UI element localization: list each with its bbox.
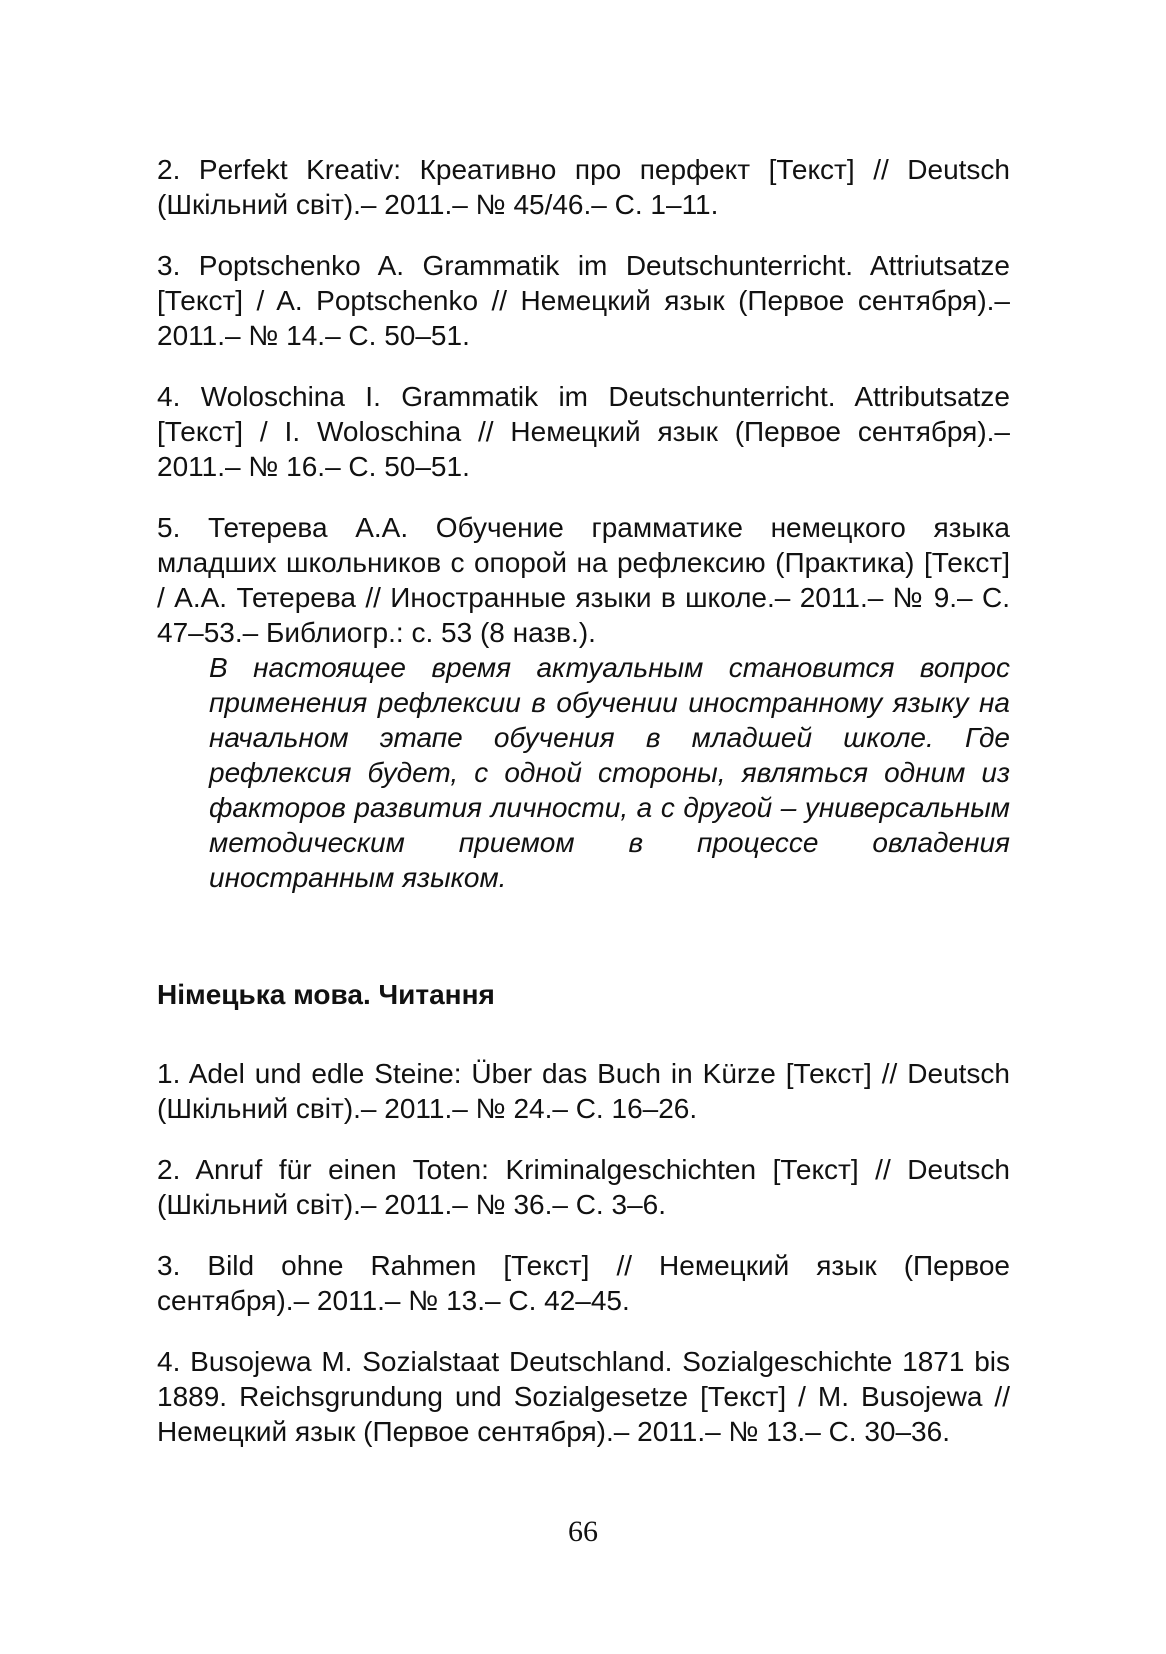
page-content: [157, 152, 1010, 1475]
bibliography-entry: 5. Тетерева А.А. Обучение грамматике немецкого языка младших школьников с опорой на рефлексию (Практика) [Текст] / А.А. Тетерева // Иностранные языки в школе.– 2011.– № 9.– С. 47–53.– Библиогр.: с. 53 (8 назв.).: [157, 512, 1010, 648]
bibliography-entry: 3. Bild ohne Rahmen [Текст] // Немецкий язык (Первое сентября).– 2011.– № 13.– С. 42–45.: [157, 1250, 1010, 1316]
bibliography-entry: 2. Perfekt Kreativ: Креативно про перфект [Текст] // Deutsch (Шкільний світ).– 2011.– № 45/46.– С. 1–11.: [157, 154, 1010, 220]
section-heading: Німецька мова. Читання: [157, 979, 495, 1010]
entry-annotation: В настоящее время актуальным становится вопрос применения рефлексии в обучении иностранному языку на начальном этапе обучения в младшей школе. Где рефлексия будет, с одной стороны, являться одним из факторов развития личности, а с другой – универсальным методическим приемом в процессе овладения иностранным языком.: [209, 652, 1010, 893]
bibliography-entry: 2. Anruf für einen Toten: Kriminalgeschichten [Текст] // Deutsch (Шкільний світ).– 2011.– № 36.– С. 3–6.: [157, 1154, 1010, 1220]
page-number: 66: [568, 1515, 598, 1548]
bibliography-entry: 4. Woloschina I. Grammatik im Deutschunterricht. Attributsatze [Текст] / I. Woloschina // Немецкий язык (Первое сентября).– 2011.– № 16.– С. 50–51.: [157, 381, 1010, 482]
bibliography-entry: 3. Poptschenko A. Grammatik im Deutschunterricht. Attriutsatze [Текст] / A. Poptschenko // Немецкий язык (Первое сентября).– 2011.– № 14.– С. 50–51.: [157, 250, 1010, 351]
bibliography-entry: 4. Busojewa M. Sozialstaat Deutschland. Sozialgeschichte 1871 bis 1889. Reichsgrundung und Sozialgesetze [Текст] / M. Busojewa // Немецкий язык (Первое сентября).– 2011.– № 13.– С. 30–36.: [157, 1346, 1010, 1447]
bibliography-entry: 1. Adel und edle Steine: Über das Buch in Kürze [Текст] // Deutsch (Шкільний світ).– 2011.– № 24.– С. 16–26.: [157, 1058, 1010, 1124]
